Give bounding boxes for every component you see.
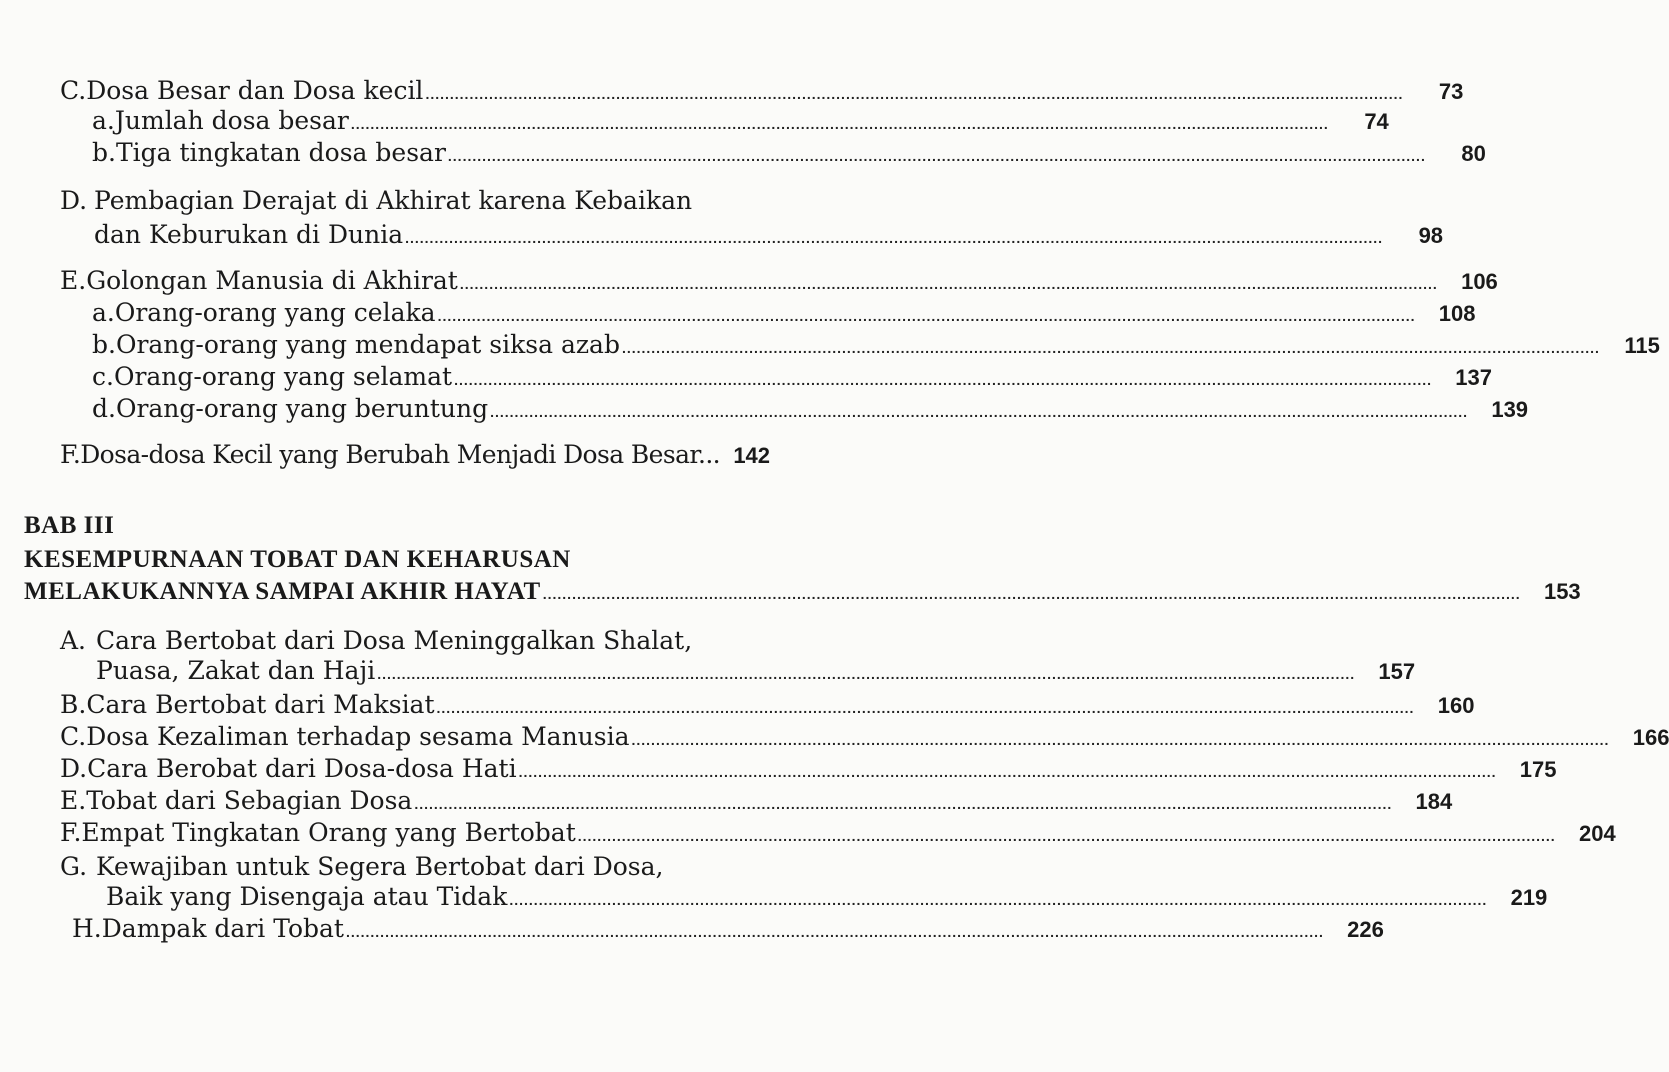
toc-entry-c	[60, 76, 1464, 105]
dot-leader: ........................................................................................................................................................................................................	[345, 924, 1324, 940]
toc-entry-c-a	[92, 106, 1389, 135]
entry-label: B.	[60, 690, 87, 719]
toc-entry-bab3-e	[60, 786, 1453, 815]
entry-title: Orang-orang yang mendapat siksa azab	[115, 330, 620, 359]
dot-leader: ........................................................................................................................................................................................................	[425, 86, 1404, 102]
page-number: 142	[733, 443, 771, 468]
page-number: 219	[1510, 885, 1548, 910]
dot-leader: ........................................................................................................................................................................................................	[490, 404, 1469, 420]
entry-title-continued: dan Keburukan di Dunia	[94, 220, 404, 249]
entry-label: D.	[60, 754, 88, 783]
page-number: 106	[1461, 269, 1498, 294]
page-number: 73	[1438, 79, 1464, 104]
chapter-title-text: MELAKUKANNYA SAMPAI AKHIR HAYAT	[24, 578, 541, 605]
entry-label: F.	[60, 818, 82, 847]
entry-label: E.	[60, 786, 87, 815]
entry-label: b.	[92, 138, 116, 167]
page-number: 157	[1378, 659, 1416, 684]
page-number: 98	[1418, 223, 1444, 248]
dot-leader: ........................................................................................................................................................................................................	[631, 732, 1610, 748]
entry-title: Cara Berobat dari Dosa-dosa Hati	[87, 754, 517, 783]
entry-label: b.	[92, 330, 116, 359]
chapter-heading: BAB III	[24, 512, 115, 539]
dot-leader: ........................................................................................................................................................................................................	[621, 340, 1600, 356]
entry-title: Cara Bertobat dari Dosa Meninggalkan Shalat,	[96, 626, 693, 655]
entry-title: Jumlah dosa besar	[114, 106, 349, 135]
dot-leader: ........................................................................................................................................................................................................	[518, 764, 1497, 780]
dot-leader: ........................................................................................................................................................................................................	[405, 230, 1384, 246]
entry-title: Orang-orang yang celaka	[114, 298, 436, 327]
toc-entry-e-b	[92, 330, 1660, 359]
chapter-title-line1: KESEMPURNAAN TOBAT DAN KEHARUSAN	[24, 546, 571, 573]
entry-label: D.	[60, 186, 88, 215]
entry-title: Dosa Kezaliman terhadap sesama Manusia	[86, 722, 630, 751]
entry-title: Kewajiban untuk Segera Bertobat dari Dosa,	[96, 852, 664, 881]
toc-entry-e-d	[92, 394, 1529, 423]
toc-entry-bab3-c	[60, 722, 1669, 751]
toc-entry-f	[60, 440, 770, 469]
dot-leader: ........................................................................................................................................................................................................	[577, 828, 1556, 844]
chapter-title-line2	[24, 578, 1581, 606]
toc-entry-bab3-g-line1	[60, 852, 663, 881]
toc-entry-e	[60, 266, 1498, 295]
entry-label: a.	[92, 298, 115, 327]
toc-entry-e-c	[92, 362, 1493, 391]
entry-title-continued: Puasa, Zakat dan Haji	[96, 656, 376, 685]
page-number: 153	[1543, 579, 1581, 604]
entry-title: Dosa Besar dan Dosa kecil	[86, 76, 424, 105]
toc-entry-d-line1	[60, 186, 692, 215]
page-number: 137	[1455, 365, 1493, 390]
entry-title: Orang-orang yang beruntung	[115, 394, 489, 423]
dot-leader: ........................................................................................................................................................................................................	[542, 586, 1521, 602]
toc-entry-e-a	[92, 298, 1476, 327]
dot-leader: ........................................................................................................................................................................................................	[454, 372, 1433, 388]
entry-title: Tiga tingkatan dosa besar	[115, 138, 446, 167]
page-number: 160	[1437, 693, 1475, 718]
page-number: 74	[1364, 109, 1389, 134]
entry-title: Empat Tingkatan Orang yang Bertobat	[81, 818, 576, 847]
entry-title: Golongan Manusia di Akhirat	[86, 266, 458, 295]
entry-title: Tobat dari Sebagian Dosa	[86, 786, 413, 815]
entry-label: F.	[60, 440, 81, 469]
entry-label: E.	[60, 266, 87, 295]
page-number: 80	[1461, 141, 1486, 166]
dot-leader: ........................................................................................................................................................................................................	[437, 308, 1416, 324]
page-number: 115	[1624, 333, 1660, 358]
toc-entry-bab3-b	[60, 690, 1475, 719]
toc-entry-d	[94, 220, 1444, 249]
entry-title: Pembagian Derajat di Akhirat karena Kebaikan	[94, 186, 693, 215]
page-number: 204	[1578, 821, 1616, 846]
entry-title: Cara Bertobat dari Maksiat	[86, 690, 435, 719]
entry-title: Dosa-dosa Kecil yang Berubah Menjadi Dosa Besar...	[80, 440, 721, 469]
entry-label: a.	[92, 106, 115, 135]
entry-title: Dampak dari Tobat	[101, 914, 344, 943]
entry-label: c.	[92, 362, 114, 391]
entry-label: C.	[60, 722, 87, 751]
toc-entry-bab3-a-line1	[60, 626, 692, 655]
dot-leader: ........................................................................................................................................................................................................	[350, 116, 1329, 132]
toc-entry-bab3-g	[106, 882, 1548, 911]
toc-entry-c-b	[92, 138, 1486, 167]
entry-label: H.	[72, 914, 102, 943]
entry-label: C.	[60, 76, 87, 105]
page-number: 108	[1438, 301, 1476, 326]
dot-leader: ........................................................................................................................................................................................................	[377, 666, 1356, 682]
page-number: 166	[1632, 725, 1669, 750]
dot-leader: ........................................................................................................................................................................................................	[459, 276, 1438, 292]
entry-title: Orang-orang yang selamat	[113, 362, 453, 391]
toc-entry-bab3-a	[96, 656, 1416, 685]
entry-title-continued: Baik yang Disengaja atau Tidak	[106, 882, 508, 911]
page-number: 184	[1415, 789, 1453, 814]
toc-entry-bab3-f	[60, 818, 1616, 847]
dot-leader: ........................................................................................................................................................................................................	[414, 796, 1393, 812]
dot-leader: ........................................................................................................................................................................................................	[509, 892, 1488, 908]
toc-entry-bab3-h	[72, 914, 1384, 943]
entry-label: A.	[60, 626, 87, 655]
entry-label: d.	[92, 394, 116, 423]
page-number: 175	[1519, 757, 1557, 782]
toc-entry-bab3-d	[60, 754, 1557, 783]
dot-leader: ........................................................................................................................................................................................................	[447, 148, 1426, 164]
page-number: 139	[1491, 397, 1529, 422]
page-number: 226	[1347, 917, 1384, 942]
dot-leader: ........................................................................................................................................................................................................	[436, 700, 1415, 716]
entry-label: G.	[60, 852, 88, 881]
